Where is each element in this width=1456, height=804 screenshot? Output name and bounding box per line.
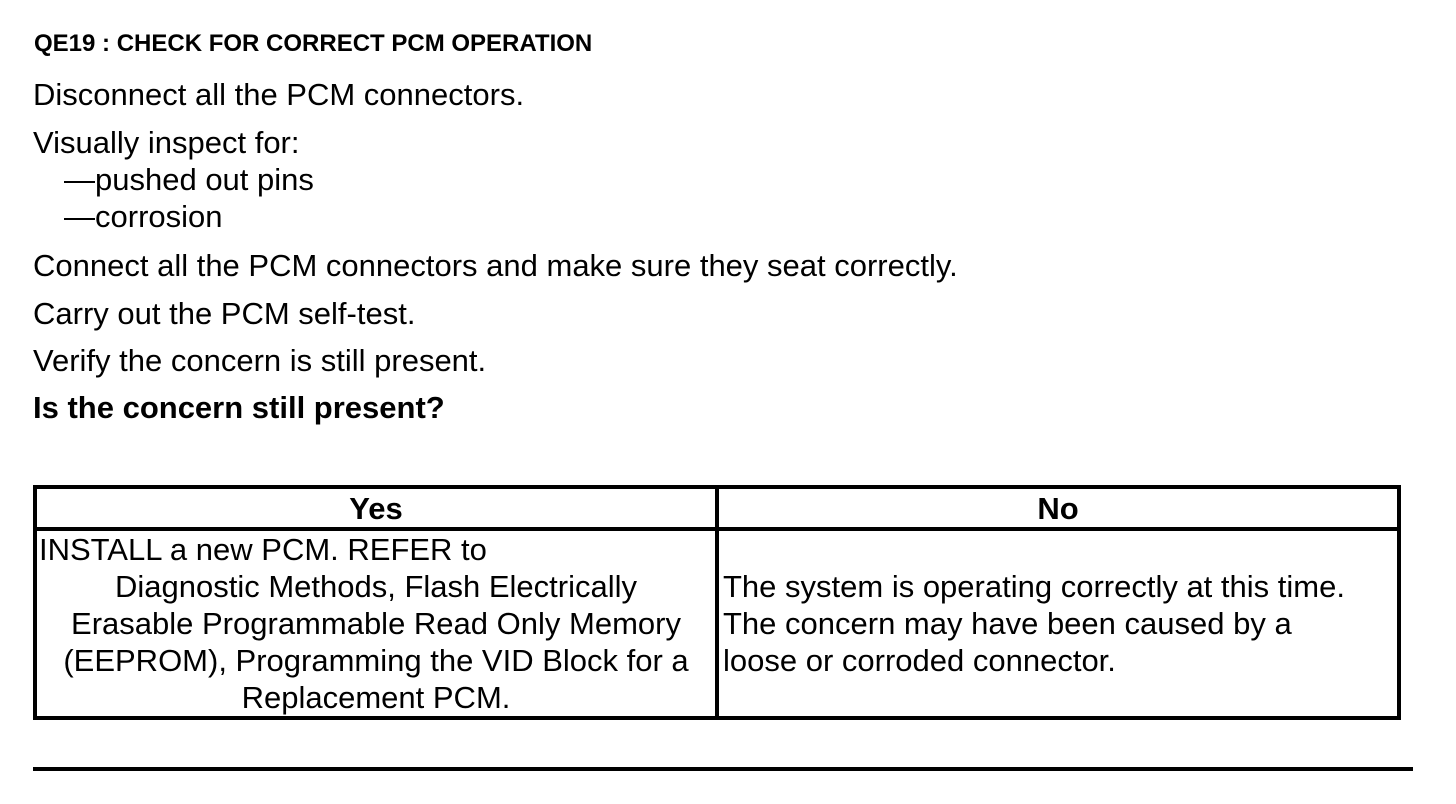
question: Is the concern still present? (33, 390, 445, 425)
inspect-item: —pushed out pins (64, 162, 314, 197)
table-row (35, 529, 1399, 718)
instruction-inspect-heading: Visually inspect for: (33, 125, 300, 160)
table-header-row (35, 487, 1399, 529)
yes-action-line: (EEPROM), Programming the VID Block for a (63, 643, 689, 678)
step-title: QE19 : CHECK FOR CORRECT PCM OPERATION (34, 30, 593, 57)
no-action-cell (717, 529, 1399, 718)
no-action-line: loose or corroded connector. (723, 643, 1116, 678)
yes-action-line: INSTALL a new PCM. REFER to (39, 532, 487, 567)
no-action-line: The concern may have been caused by a (723, 606, 1292, 641)
instruction-self-test: Carry out the PCM self-test. (33, 296, 416, 331)
yes-header: Yes (35, 487, 717, 529)
result-table (33, 485, 1401, 720)
instruction-verify: Verify the concern is still present. (33, 343, 487, 378)
bottom-divider (33, 767, 1413, 771)
no-action-line: The system is operating correctly at this time. (723, 569, 1345, 604)
yes-action-line: Replacement PCM. (241, 680, 511, 715)
instruction-connect: Connect all the PCM connectors and make sure they seat correctly. (33, 248, 958, 283)
yes-action-line: Diagnostic Methods, Flash Electrically (114, 569, 638, 604)
yes-action-line: Erasable Programmable Read Only Memory (71, 606, 681, 641)
yes-action-cell (35, 529, 717, 718)
inspect-item: —corrosion (64, 199, 223, 234)
instruction-disconnect: Disconnect all the PCM connectors. (33, 77, 525, 112)
no-header: No (717, 487, 1399, 529)
